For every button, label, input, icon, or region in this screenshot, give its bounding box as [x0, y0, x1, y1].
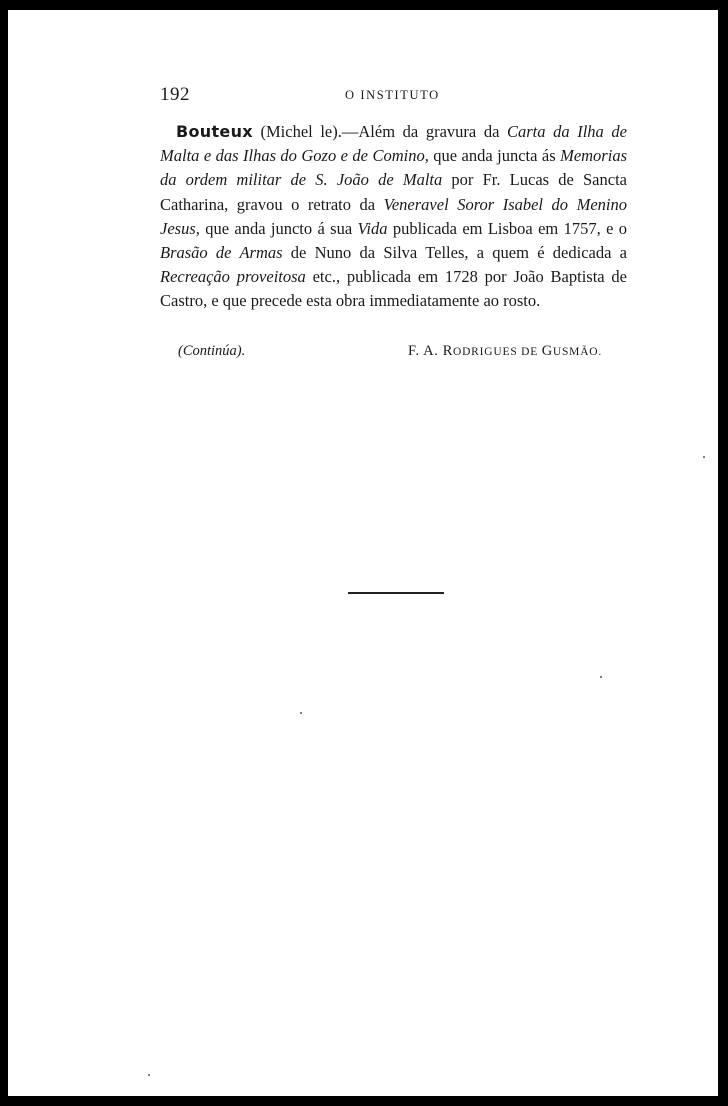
- work-title: Veneravel Soror Isabel do Menino Jesus,: [160, 194, 627, 238]
- signature-initial: G: [541, 343, 553, 359]
- article-text: etc., publicada em 1728 por João Baptista de Castro, e que precede esta obra immediatamente ao rosto.: [160, 267, 627, 311]
- article-text: que anda juncta ás: [428, 146, 561, 166]
- signature-initial: R: [442, 343, 453, 359]
- paper-speck: [300, 712, 302, 714]
- signature-smallcaps: USMÃO.: [552, 346, 603, 358]
- article-text: (Michel le).—Além da gravura da: [252, 122, 507, 141]
- running-title: O INSTITUTO: [345, 88, 440, 102]
- signature-smallcaps: ODRIGUES DE: [452, 346, 542, 358]
- work-title: Vida: [357, 218, 388, 238]
- signature-initials: F. A.: [408, 343, 443, 359]
- page-header: [160, 84, 627, 108]
- article-text: que anda juncto á sua: [199, 218, 358, 238]
- work-title: Memorias da ordem militar de S. João de Malta: [160, 146, 627, 190]
- continues-note: (Continúa).: [178, 343, 246, 359]
- article-author: Bouteux: [176, 122, 253, 141]
- work-title: Brasão de Armas: [160, 243, 283, 263]
- article-footer: [178, 343, 627, 365]
- work-title: Carta da Ilha de Malta e das Ilhas do Gozo e de Comino,: [160, 122, 627, 166]
- article-text: por Fr. Lucas de Sancta Catharina, gravou o retrato da: [160, 170, 627, 214]
- section-divider: [348, 592, 444, 594]
- article-text: publicada em Lisboa em 1757, e o: [387, 218, 628, 238]
- page-number: 192: [160, 84, 190, 105]
- article-body: [160, 120, 627, 314]
- paper-speck: [600, 676, 602, 678]
- paper-speck: [148, 1074, 150, 1076]
- article-text: de Nuno da Silva Telles, a quem é dedicada a: [282, 243, 627, 263]
- author-signature: [408, 343, 602, 360]
- article-paragraph: [160, 120, 627, 314]
- paper-speck: [703, 456, 705, 458]
- work-title: Recreação proveitosa: [160, 267, 306, 287]
